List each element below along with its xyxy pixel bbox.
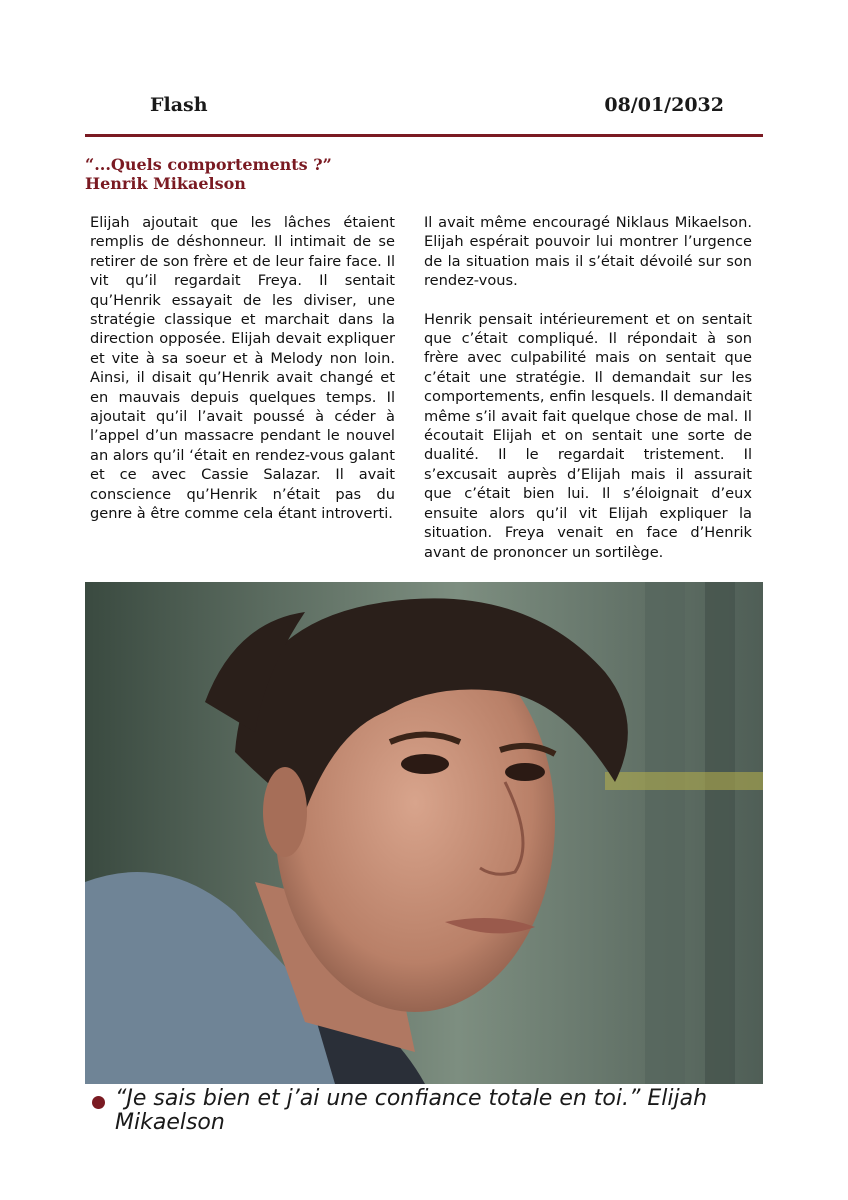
bullet-icon bbox=[92, 1096, 105, 1109]
section-title: Flash bbox=[150, 94, 208, 116]
issue-date: 08/01/2032 bbox=[604, 94, 724, 116]
header-divider bbox=[85, 134, 763, 137]
left-column bbox=[90, 213, 395, 543]
right-column bbox=[424, 213, 752, 581]
portrait-illustration bbox=[85, 582, 763, 1084]
paragraph: Elijah ajoutait que les lâches étaient remplis de déshonneur. Il intimait de se retirer de son frère et de leur faire face. Il vit qu’il regardait Freya. Il sentait qu’Henrik essayait de les diviser, une stratégie classique et marchait dans la direction opposée. Elijah devait expliquer et vite à sa soeur et à Melody non loin. Ainsi, il disait qu’Henrik avait changé et en mauvais depuis quelques temps. Il ajoutait qu’il l’avait poussé à céder à l’appel d’un massacre pendant le nouvel an alors qu’il ‘était en rendez-vous galant et ce avec Cassie Salazar. Il avait conscience qu’Henrik n’était pas du genre à être comme cela étant introverti. bbox=[90, 214, 395, 523]
article-photo bbox=[85, 582, 763, 1084]
article-kicker: “...Quels comportements ?” Henrik Mikaelson bbox=[85, 155, 332, 193]
pull-quote: “Je sais bien et j’ai une confiance totale en toi.” Elijah Mikaelson bbox=[115, 1086, 708, 1135]
paragraph: Henrik pensait intérieurement et on sentait que c’était compliqué. Il répondait à son frère avec culpabilité mais on sentait que c’était une stratégie. Il demandait sur les comportements, enfin lesquels. Il demandait même s’il avait fait quelque chose de mal. Il écoutait Elijah et on sentait une sorte de dualité. Il le regardait tristement. Il s’excusait auprès d’Elijah mais il assurait que c’était bien lui. Il s’éloignait d’eux ensuite alors qu’il vit Elijah expliquer la situation. Freya venait en face d’Henrik avant de prononcer un sortilège. bbox=[424, 310, 752, 561]
paragraph: Il avait même encouragé Niklaus Mikaelson. Elijah espérait pouvoir lui montrer l’urgence de la situation mais il s’était dévoilé sur son rendez-vous. bbox=[424, 214, 752, 290]
